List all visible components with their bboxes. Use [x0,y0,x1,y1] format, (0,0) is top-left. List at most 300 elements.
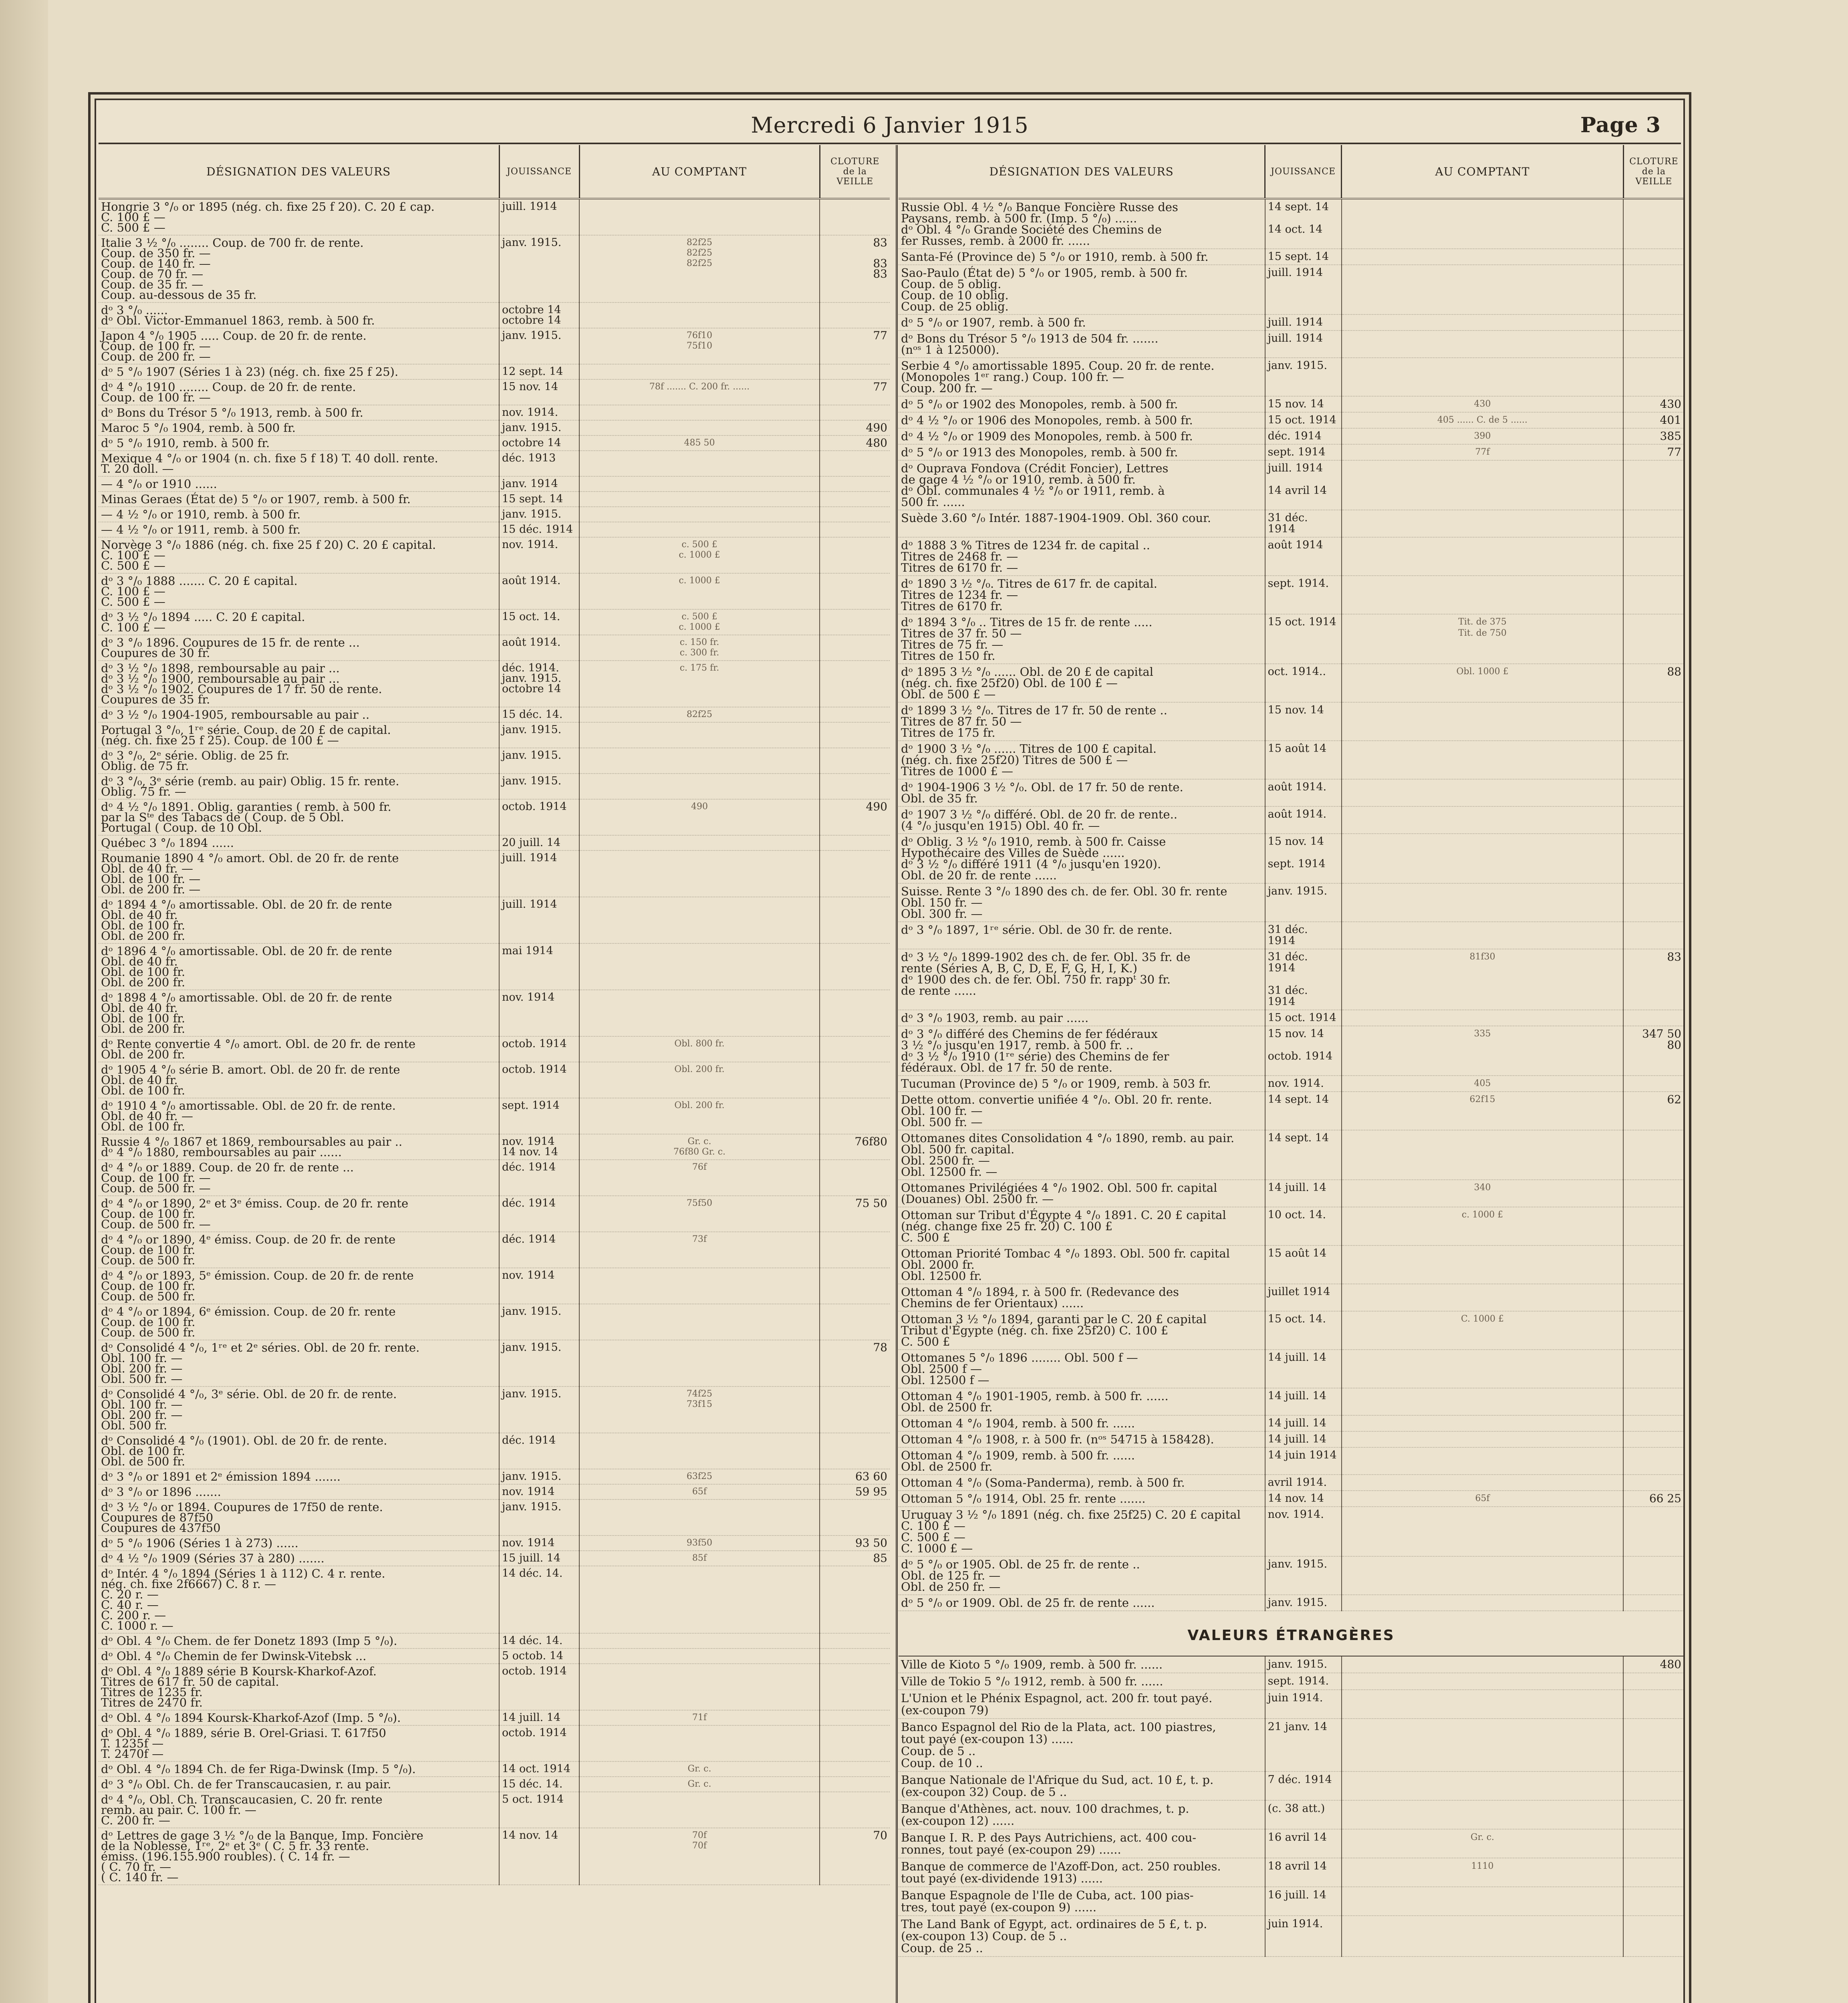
table-row [899,1595,1684,1611]
table-row [99,1648,890,1664]
table-row [899,1916,1684,1957]
table-row [899,1026,1684,1076]
security-designation: dᵒ 3 ½ °/₀ 1899-1902 des ch. de fer. Obl. 35 fr. de rente (Séries A, B, C, D, E, F, G, H, I, K.) dᵒ 1900 des ch. de fer. Obl. 750 fr. rappᵗ 30 fr. de rente ...... [899,949,1265,1010]
right-quotes-body-2 [899,1656,1684,1957]
security-designation: dᵒ 4 ½ °/₀ or 1909 des Monopoles, remb. à 500 fr. [899,428,1265,444]
table-row [899,779,1684,806]
cloture-price [1623,779,1684,806]
comptant-price [579,507,820,522]
table-row [899,922,1684,949]
security-designation: dᵒ 1898 4 °/₀ amortissable. Obl. de 20 fr. de rente Obl. de 40 fr. Obl. de 100 fr. Obl. de 200 fr. [99,990,499,1036]
jouissance-date: 14 déc. 14. [499,1566,579,1633]
cloture-price: 480 [1623,1656,1684,1673]
table-row [99,492,890,507]
cloture-price: 75 50 [820,1196,890,1232]
security-designation: dᵒ Obl. 4 °/₀ 1894 Koursk-Kharkof-Azof (Imp. 5 °/₀). [99,1710,499,1725]
comptant-price [1342,1690,1624,1719]
jouissance-date: juillet 1914 [1265,1284,1342,1311]
jouissance-date: nov. 1914 [499,1268,579,1304]
cloture-price: 77 [1623,444,1684,460]
jouissance-date: 18 avril 14 [1265,1858,1342,1887]
comptant-price [579,1433,820,1469]
right-quotes-table [899,145,1684,1611]
cloture-price: 76f80 [820,1134,890,1160]
cloture-price [1623,883,1684,922]
cloture-price [820,1499,890,1535]
table-row [899,1010,1684,1026]
cloture-price [820,1268,890,1304]
security-designation: Banque Nationale de l'Afrique du Sud, act. 10 £, t. p. (ex-coupon 32) Coup. de 5 .. [899,1771,1265,1800]
security-designation: Sao-Paulo (État de) 5 °/₀ or 1905, remb. à 500 fr. Coup. de 5 oblig. Coup. de 10 oblig. Coup. de 25 oblig. [899,265,1265,314]
cloture-price [820,1062,890,1098]
security-designation: dᵒ 5 °/₀ or 1907, remb. à 500 fr. [899,314,1265,330]
security-designation: dᵒ 3 °/₀ Obl. Ch. de fer Transcaucasien, r. au pair. [99,1777,499,1792]
comptant-price [1342,834,1624,883]
comptant-price: c. 500 £ c. 1000 £ [579,537,820,573]
jouissance-date: juin 1914. [1265,1916,1342,1957]
cloture-price: 401 [1623,412,1684,428]
cloture-price [820,476,890,492]
cloture-price [1623,702,1684,741]
comptant-price: 340 [1342,1180,1624,1207]
table-row [899,1556,1684,1595]
cloture-price [1623,1350,1684,1388]
comptant-price [579,451,820,476]
table-row [99,507,890,522]
table-row [99,943,890,990]
jouissance-date: août 1914. [499,635,579,661]
header-cloture: CLOTURE de la VEILLE [1623,145,1684,199]
table-row [99,1710,890,1725]
comptant-price: c. 175 fr. [579,661,820,707]
security-designation: The Land Bank of Egypt, act. ordinaires de 5 £, t. p. (ex-coupon 13) Coup. de 5 .. Coup. de 25 .. [899,1916,1265,1957]
table-row [99,451,890,476]
security-designation: Japon 4 °/₀ 1905 ..... Coup. de 20 fr. de rente. Coup. de 100 fr. — Coup. de 200 fr. — [99,328,499,364]
security-designation: Ville de Tokio 5 °/₀ 1912, remb. à 500 fr. ...... [899,1673,1265,1690]
security-designation: dᵒ 5 °/₀ or 1905. Obl. de 25 fr. de rente .. Obl. de 125 fr. — Obl. de 250 fr. — [899,1556,1265,1595]
security-designation: dᵒ 4 °/₀ or 1889. Coup. de 20 fr. de rente ... Coup. de 100 fr. — Coup. de 500 fr. — [99,1160,499,1196]
table-row [99,199,890,235]
jouissance-date: janv. 1915. [499,507,579,522]
security-designation: dᵒ 4 ½ °/₀ 1909 (Séries 37 à 280) ....... [99,1551,499,1566]
table-row [99,661,890,707]
table-row [99,1469,890,1484]
security-designation: Russie 4 °/₀ 1867 et 1869, remboursables au pair .. dᵒ 4 °/₀ 1880, remboursables au pair ...... [99,1134,499,1160]
jouissance-date: janv. 1915. [499,1340,579,1386]
comptant-price: 390 [1342,428,1624,444]
cloture-price [820,635,890,661]
security-designation: dᵒ 3 ½ °/₀ 1898, remboursable au pair ... dᵒ 3 ½ °/₀ 1900, remboursable au pair ... dᵒ 3 ½ °/₀ 1902. Coupures de 17 fr. 50 de rente. Coupures de 35 fr. [99,661,499,707]
security-designation: — 4 ½ °/₀ or 1910, remb. à 500 fr. [99,507,499,522]
security-designation: Dette ottom. convertie unifiée 4 °/₀. Obl. 20 fr. rente. Obl. 100 fr. — Obl. 500 fr. — [899,1092,1265,1130]
table-row [899,1690,1684,1719]
cloture-price [1623,1673,1684,1690]
comptant-price [579,774,820,799]
jouissance-date: 5 oct. 1914 [499,1792,579,1828]
security-designation: dᵒ 1894 3 °/₀ .. Titres de 15 fr. de rente ..... Titres de 37 fr. 50 — Titres de 75 fr. — Titres de 150 fr. [899,614,1265,664]
table-row [99,799,890,835]
comptant-price [1342,883,1624,922]
table-row [899,444,1684,460]
table-row [99,1062,890,1098]
security-designation: Serbie 4 °/₀ amortissable 1895. Coup. 20 fr. de rente. (Monopoles 1ᵉʳ rang.) Coup. 100 fr. — Coup. 200 fr. — [899,358,1265,396]
comptant-price [1342,460,1624,510]
security-designation: Ottoman 4 °/₀ 1894, r. à 500 fr. (Redevance des Chemins de fer Orientaux) ...... [899,1284,1265,1311]
comptant-price: 485 50 [579,435,820,451]
security-designation: dᵒ Rente convertie 4 °/₀ amort. Obl. de 20 fr. de rente Obl. de 200 fr. [99,1036,499,1062]
table-row [99,328,890,364]
jouissance-date: déc. 1914. janv. 1915. octobre 14 [499,661,579,707]
comptant-price [1342,1719,1624,1771]
table-row [99,835,890,850]
jouissance-date: janv. 1915. [1265,883,1342,922]
jouissance-date: 15 sept. 14 [499,492,579,507]
page-gutter [0,0,48,2003]
table-row [899,1092,1684,1130]
section-title-valeurs-etrangeres: VALEURS ÉTRANGÈRES [899,1611,1684,1656]
cloture-price: 66 25 [1623,1491,1684,1507]
comptant-price: 82f25 82f25 82f25 [579,235,820,302]
comptant-price [579,1304,820,1340]
cloture-price [1623,922,1684,949]
comptant-price: 75f50 [579,1196,820,1232]
cloture-price: 93 50 [820,1535,890,1551]
jouissance-date: 14 sept. 14 [1265,1130,1342,1180]
cloture-price [1623,265,1684,314]
table-row [899,1829,1684,1858]
jouissance-date: 14 nov. 14 [499,1828,579,1885]
cloture-price: 78 [820,1340,890,1386]
jouissance-date: 15 oct. 1914 [1265,614,1342,664]
header-cloture: CLOTURE de la VEILLE [820,145,890,199]
comptant-price [579,1633,820,1648]
security-designation: dᵒ 1899 3 ½ °/₀. Titres de 17 fr. 50 de rente .. Titres de 87 fr. 50 — Titres de 175 fr. [899,702,1265,741]
comptant-price [1342,1388,1624,1415]
jouissance-date: 15 nov. 14 [499,379,579,405]
table-row [899,576,1684,614]
jouissance-date: janv. 1915. [499,748,579,774]
jouissance-date: octob. 1914 [499,1725,579,1761]
comptant-price: 70f 70f [579,1828,820,1885]
security-designation: Maroc 5 °/₀ 1904, remb. à 500 fr. [99,420,499,435]
table-row [899,883,1684,922]
security-designation: dᵒ 3 °/₀, 3ᵉ série (remb. au pair) Oblig. 15 fr. rente. Oblig. 75 fr. — [99,774,499,799]
jouissance-date: déc. 1914 [1265,428,1342,444]
jouissance-date: 31 déc. 1914 [1265,510,1342,537]
table-row [99,1196,890,1232]
left-quotes-body [99,199,890,1885]
cloture-price [1623,741,1684,779]
security-designation: Ottoman 5 °/₀ 1914, Obl. 25 fr. rente ....... [899,1491,1265,1507]
cloture-price [820,1160,890,1196]
comptant-price: Gr. c. [579,1761,820,1777]
header-designation: DÉSIGNATION DES VALEURS [899,145,1265,199]
jouissance-date: juill. 1914 [1265,314,1342,330]
security-designation: Santa-Fé (Province de) 5 °/₀ or 1910, remb. à 500 fr. [899,249,1265,265]
table-row [99,235,890,302]
jouissance-date: juill. 1914 14 avril 14 [1265,460,1342,510]
comptant-price: Gr. c. [579,1777,820,1792]
comptant-price [1342,1556,1624,1595]
jouissance-date: 16 juill. 14 [1265,1887,1342,1916]
cloture-price [820,1036,890,1062]
cloture-price [820,1648,890,1664]
table-row [99,1268,890,1304]
table-row [99,1098,890,1134]
table-row [99,635,890,661]
comptant-price: C. 1000 £ [1342,1311,1624,1350]
security-designation: Ville de Kioto 5 °/₀ 1909, remb. à 500 fr. ...... [899,1656,1265,1673]
jouissance-date: 14 juill. 14 [1265,1431,1342,1447]
table-row [99,522,890,537]
comptant-price [579,897,820,943]
jouissance-date: octob. 1914 [499,1664,579,1710]
table-row [899,1656,1684,1673]
security-designation: dᵒ 5 °/₀ or 1909. Obl. de 25 fr. de rente ...... [899,1595,1265,1611]
security-designation: dᵒ 1896 4 °/₀ amortissable. Obl. de 20 fr. de rente Obl. de 40 fr. Obl. de 100 fr. Obl. de 200 fr. [99,943,499,990]
table-row [899,1245,1684,1284]
cloture-price [820,537,890,573]
jouissance-date: 15 oct. 14. [499,609,579,635]
cloture-price [820,707,890,722]
cloture-price: 347 50 80 [1623,1026,1684,1076]
cloture-price [1623,1829,1684,1858]
security-designation: dᵒ 5 °/₀ 1907 (Séries 1 à 23) (nég. ch. fixe 25 f 25). [99,364,499,379]
security-designation: dᵒ 1890 3 ½ °/₀. Titres de 617 fr. de capital. Titres de 1234 fr. — Titres de 6170 fr. [899,576,1265,614]
comptant-price [579,1566,820,1633]
jouissance-date: juin 1914. [1265,1690,1342,1719]
security-designation: dᵒ 3 °/₀ différé des Chemins de fer fédéraux 3 ½ °/₀ jusqu'en 1917, remb. à 500 fr. .. dᵒ 3 ½ °/₀ 1910 (1ʳᵉ série) des Chemins de fer fédéraux. Obl. de 17 fr. 50 de rente. [899,1026,1265,1076]
table-row [99,1160,890,1196]
security-designation: Ottoman 4 °/₀ 1904, remb. à 500 fr. ...... [899,1415,1265,1431]
security-designation: dᵒ Consolidé 4 °/₀, 3ᵉ série. Obl. de 20 fr. de rente. Obl. 100 fr. — Obl. 200 fr. — Obl. 500 fr. [99,1386,499,1433]
security-designation: dᵒ Oupravа Fondova (Crédit Foncier), Lettres de gage 4 ½ °/₀ or 1910, remb. à 500 fr. dᵒ Obl. communales 4 ½ °/₀ or 1911, remb. à 500 fr. ...... [899,460,1265,510]
jouissance-date: janv. 1915. [499,1304,579,1340]
cloture-price: 490 [820,799,890,835]
jouissance-date: nov. 1914 [499,1535,579,1551]
cloture-price [1623,1388,1684,1415]
cloture-price: 385 [1623,428,1684,444]
comptant-price [579,1499,820,1535]
table-row [99,990,890,1036]
table-row [899,537,1684,576]
cloture-price [1623,1771,1684,1800]
jouissance-date: 14 juill. 14 [1265,1180,1342,1207]
security-designation: dᵒ 1905 4 °/₀ série B. amort. Obl. de 20 fr. de rente Obl. de 40 fr. Obl. de 100 fr. [99,1062,499,1098]
table-row [99,1725,890,1761]
header-designation: DÉSIGNATION DES VALEURS [99,145,499,199]
jouissance-date: déc. 1913 [499,451,579,476]
comptant-price [1342,576,1624,614]
security-designation: dᵒ Obl. 4 °/₀ Chem. de fer Donetz 1893 (Imp 5 °/₀). [99,1633,499,1648]
security-designation: dᵒ Bons du Trésor 5 °/₀ 1913 de 504 fr. ....... (nᵒˢ 1 à 125000). [899,330,1265,358]
header-jouissance: JOUISSANCE [499,145,579,199]
jouissance-date: janv. 1915. [1265,358,1342,396]
comptant-price: 82f25 [579,707,820,722]
table-row [899,1673,1684,1690]
table-row [99,748,890,774]
cloture-price [820,943,890,990]
jouissance-date: janv. 1915. [1265,1556,1342,1595]
cloture-price: 62 [1623,1092,1684,1130]
cloture-price [820,507,890,522]
jouissance-date: 15 juill. 14 [499,1551,579,1566]
head-rule [99,143,1681,144]
security-designation: dᵒ 5 °/₀ 1910, remb. à 500 fr. [99,435,499,451]
comptant-price: 71f [579,1710,820,1725]
table-row [899,1311,1684,1350]
comptant-price [1342,1245,1624,1284]
security-designation: dᵒ 4 ½ °/₀ 1891. Oblig. garanties ( remb. à 500 fr. par la Sᵗᵉ des Tabacs de ( Coup. de 5 Obl. Portugal ( Coup. de 10 Obl. [99,799,499,835]
comptant-price: Obl. 200 fr. [579,1098,820,1134]
cloture-price [820,364,890,379]
cloture-price [1623,1431,1684,1447]
comptant-price [579,748,820,774]
jouissance-date: 14 sept. 14 [1265,1092,1342,1130]
comptant-price: 76f [579,1160,820,1196]
table-row [99,1633,890,1648]
cloture-price [1623,1447,1684,1475]
table-row [899,249,1684,265]
security-designation: Ottoman Priorité Tombac 4 °/₀ 1893. Obl. 500 fr. capital Obl. 2000 fr. Obl. 12500 fr. [899,1245,1265,1284]
table-row [899,396,1684,412]
jouissance-date: déc. 1914 [499,1196,579,1232]
jouissance-date: janv. 1915. [499,1469,579,1484]
cloture-price [1623,460,1684,510]
comptant-price [579,522,820,537]
comptant-price [1342,265,1624,314]
jouissance-date: 15 août 14 [1265,741,1342,779]
comptant-price [1342,806,1624,834]
comptant-price: 76f10 75f10 [579,328,820,364]
table-row [99,707,890,722]
table-row [99,537,890,573]
jouissance-date: nov. 1914. [1265,1076,1342,1092]
jouissance-date: 15 oct. 1914 [1265,1010,1342,1026]
jouissance-date: 31 déc. 1914 [1265,922,1342,949]
jouissance-date: janv. 1914 [499,476,579,492]
table-row [899,834,1684,883]
table-row [99,774,890,799]
left-quotes-table [99,145,890,1885]
table-row [899,1447,1684,1475]
jouissance-date: nov. 1914 14 nov. 14 [499,1134,579,1160]
security-designation: dᵒ 3 °/₀, 2ᵉ série. Oblig. de 25 fr. Oblig. de 75 fr. [99,748,499,774]
comptant-price [1342,1771,1624,1800]
header-comptant: AU COMPTANT [1342,145,1624,199]
jouissance-date: avril 1914. [1265,1475,1342,1491]
comptant-price: 405 ...... C. de 5 ...... [1342,412,1624,428]
jouissance-date: janv. 1915. [499,328,579,364]
comptant-price: 405 [1342,1076,1624,1092]
cloture-price [820,573,890,609]
security-designation: Hongrie 3 °/₀ or 1895 (nég. ch. fixe 25 f 20). C. 20 £ cap. C. 100 £ — C. 500 £ — [99,199,499,235]
comptant-price: Obl. 800 fr. [579,1036,820,1062]
table-row [899,1076,1684,1092]
security-designation: Italie 3 ½ °/₀ ........ Coup. de 700 fr. de rente. Coup. de 350 fr. — Coup. de 140 fr. — Coup. de 70 fr. — Coup. de 35 fr. — Coup. au-dessous de 35 fr. [99,235,499,302]
comptant-price [579,364,820,379]
comptant-price: Gr. c. 76f80 Gr. c. [579,1134,820,1160]
table-row [899,1887,1684,1916]
comptant-price [579,835,820,850]
cloture-price [820,835,890,850]
issue-date: Mercredi 6 Janvier 1915 [751,112,1029,138]
header-comptant: AU COMPTANT [579,145,820,199]
comptant-price: c. 1000 £ [1342,1207,1624,1245]
jouissance-date: 5 octob. 14 [499,1648,579,1664]
comptant-price: c. 500 £ c. 1000 £ [579,609,820,635]
cloture-price: 70 [820,1828,890,1885]
jouissance-date: juill. 1914 [499,850,579,897]
comptant-price: 74f25 73f15 [579,1386,820,1433]
header-jouissance: JOUISSANCE [1265,145,1342,199]
jouissance-date: 14 nov. 14 [1265,1491,1342,1507]
security-designation: dᵒ 5 °/₀ 1906 (Séries 1 à 273) ...... [99,1535,499,1551]
cloture-price [820,451,890,476]
cloture-price [820,748,890,774]
comptant-price [1342,537,1624,576]
security-designation: Ottomanes dites Consolidation 4 °/₀ 1890, remb. au pair. Obl. 500 fr. capital. Obl. 2500 fr. — Obl. 12500 fr. — [899,1130,1265,1180]
security-designation: Banque de commerce de l'Azoff-Don, act. 250 roubles. tout payé (ex-dividende 1913) ...... [899,1858,1265,1887]
table-row [899,1800,1684,1829]
cloture-price: 83 83 83 [820,235,890,302]
cloture-price [1623,510,1684,537]
security-designation: — 4 ½ °/₀ or 1911, remb. à 500 fr. [99,522,499,537]
comptant-price [579,1340,820,1386]
security-designation: Ottoman 3 ½ °/₀ 1894, garanti par le C. 20 £ capital Tribut d'Égypte (nég. ch. fixe 25f20) C. 100 £ C. 500 £ [899,1311,1265,1350]
cloture-price [820,199,890,235]
comptant-price [1342,1130,1624,1180]
comptant-price [1342,1595,1624,1611]
jouissance-date: sept. 1914. [1265,576,1342,614]
comptant-price: 62f15 [1342,1092,1624,1130]
cloture-price [1623,614,1684,664]
cloture-price [1623,1207,1684,1245]
cloture-price [820,990,890,1036]
security-designation: dᵒ Bons du Trésor 5 °/₀ 1913, remb. à 500 fr. [99,405,499,420]
jouissance-date: janv. 1915. [499,1386,579,1433]
cloture-price [1623,1800,1684,1829]
security-designation: dᵒ 3 °/₀ ...... dᵒ Obl. Victor-Emmanuel 1863, remb. à 500 fr. [99,302,499,328]
jouissance-date: nov. 1914 [499,1484,579,1499]
comptant-price: 93f50 [579,1535,820,1551]
security-designation: Roumanie 1890 4 °/₀ amort. Obl. de 20 fr. de rente Obl. de 40 fr. — Obl. de 100 fr. — Obl. de 200 fr. — [99,850,499,897]
jouissance-date: juill. 1914 [1265,265,1342,314]
comptant-price [1342,1350,1624,1388]
cloture-price [820,1710,890,1725]
cloture-price [820,1725,890,1761]
cloture-price [1623,1556,1684,1595]
table-row [99,364,890,379]
comptant-price [1342,199,1624,249]
cloture-price [1623,358,1684,396]
cloture-price [1623,1887,1684,1916]
comptant-price [579,1792,820,1828]
cloture-price [820,661,890,707]
cloture-price [1623,1245,1684,1284]
jouissance-date: déc. 1914 [499,1232,579,1268]
table-row [899,1475,1684,1491]
security-designation: Suède 3.60 °/₀ Intér. 1887-1904-1909. Obl. 360 cour. [899,510,1265,537]
jouissance-date: octobre 14 octobre 14 [499,302,579,328]
table-row [899,1180,1684,1207]
jouissance-date: août 1914. [1265,779,1342,806]
jouissance-date: 14 déc. 14. [499,1633,579,1648]
cloture-price: 77 [820,328,890,364]
comptant-price: 1110 [1342,1858,1624,1887]
table-row [99,405,890,420]
table-row [899,949,1684,1010]
